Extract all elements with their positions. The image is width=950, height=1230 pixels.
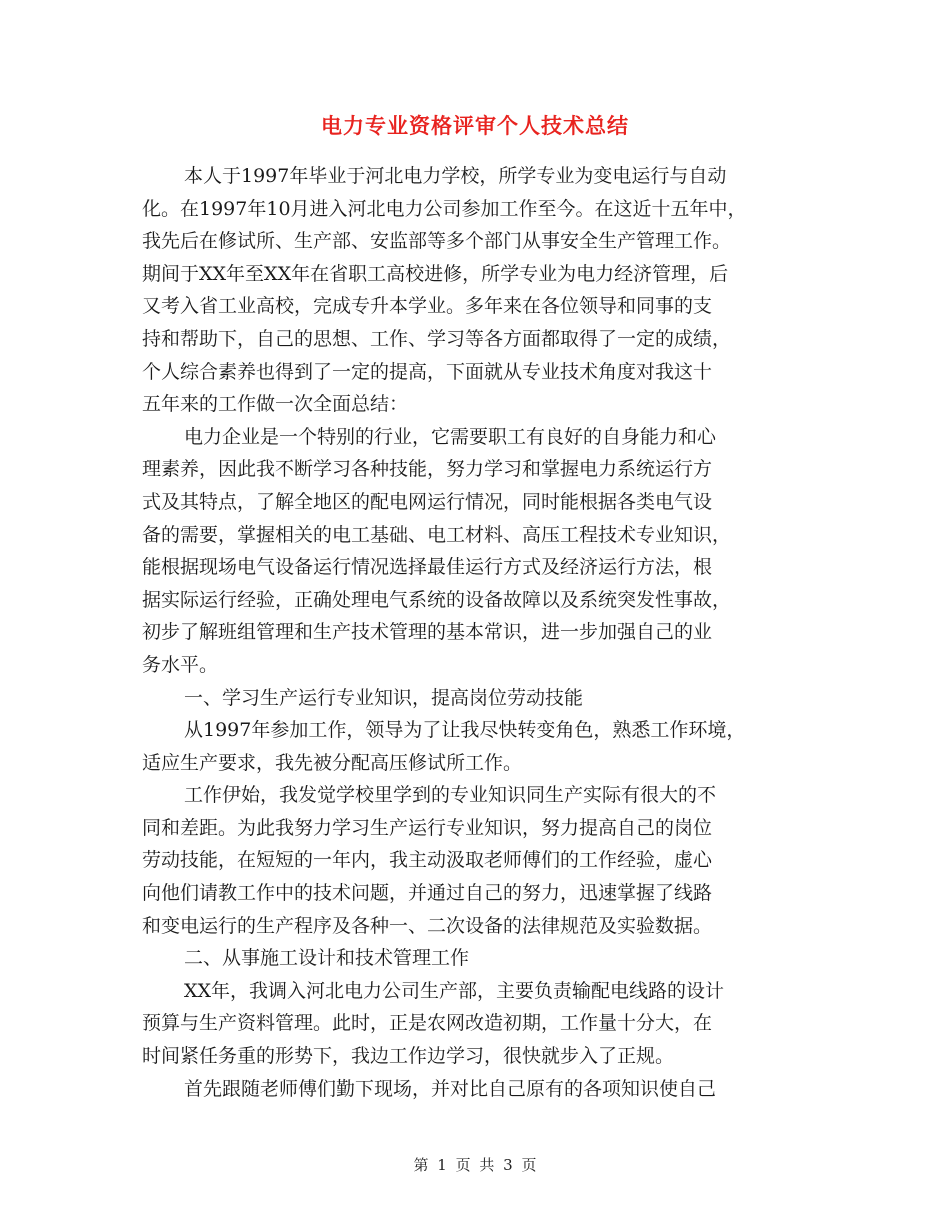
text-line: 时间紧任务重的形势下，我边工作边学习，很快就步入了正规。 bbox=[142, 1045, 675, 1068]
page-footer: 第 1 页 共 3 页 bbox=[413, 1156, 537, 1174]
text-line: 向他们请教工作中的技术问题，并通过自己的努力，迅速掌握了线路 bbox=[142, 882, 713, 905]
text-line: 预算与生产资料管理。此时，正是农网改造初期，工作量十分大，在 bbox=[142, 1012, 713, 1035]
text-line: 首先跟随老师傅们勤下现场，并对比自己原有的各项知识使自己 bbox=[184, 1077, 717, 1100]
text-line: 初步了解班组管理和生产技术管理的基本常识，进一步加强自己的业 bbox=[142, 621, 713, 644]
text-line: 和变电运行的生产程序及各种一、二次设备的法律规范及实验数据。 bbox=[142, 914, 713, 937]
text-line: 又考入省工业高校，完成专升本学业。多年来在各位领导和同事的支 bbox=[142, 295, 713, 318]
text-line: 电力企业是一个特别的行业，它需要职工有良好的自身能力和心 bbox=[184, 425, 717, 448]
text-line: XX年，我调入河北电力公司生产部，主要负责输配电线路的设计 bbox=[184, 979, 725, 1002]
text-line: 期间于XX年至XX年在省职工高校进修，所学专业为电力经济管理，后 bbox=[142, 262, 729, 285]
document-title: 电力专业资格评审个人技术总结 bbox=[321, 113, 629, 138]
text-line: 据实际运行经验，正确处理电气系统的设备故障以及系统突发性事故， bbox=[142, 588, 732, 611]
text-line: 同和差距。为此我努力学习生产运行专业知识，努力提高自己的岗位 bbox=[142, 816, 713, 839]
text-line: 式及其特点，了解全地区的配电网运行情况，同时能根据各类电气设 bbox=[142, 490, 713, 513]
text-line: 适应生产要求，我先被分配高压修试所工作。 bbox=[142, 751, 523, 774]
text-line: 务水平。 bbox=[142, 653, 219, 676]
text-line: 工作伊始，我发觉学校里学到的专业知识同生产实际有很大的不 bbox=[184, 784, 717, 807]
text-line: 化。在1997年10月进入河北电力公司参加工作至今。在这近十五年中， bbox=[142, 197, 747, 220]
text-line: 本人于1997年毕业于河北电力学校，所学专业为变电运行与自动 bbox=[184, 165, 727, 187]
text-line: 我先后在修试所、生产部、安监部等多个部门从事安全生产管理工作。 bbox=[142, 230, 732, 253]
text-line: 能根据现场电气设备运行情况选择最佳运行方式及经济运行方法，根 bbox=[142, 556, 713, 579]
text-line: 从1997年参加工作，领导为了让我尽快转变角色，熟悉工作环境， bbox=[184, 719, 746, 742]
text-line: 一、学习生产运行专业知识，提高岗位劳动技能 bbox=[184, 686, 584, 709]
text-line: 劳动技能，在短短的一年内，我主动汲取老师傅们的工作经验，虚心 bbox=[142, 849, 713, 872]
text-line: 理素养，因此我不断学习各种技能，努力学习和掌握电力系统运行方 bbox=[142, 458, 713, 481]
text-line: 二、从事施工设计和技术管理工作 bbox=[184, 947, 470, 970]
text-line: 五年来的工作做一次全面总结： bbox=[142, 393, 409, 416]
text-line: 持和帮助下，自己的思想、工作、学习等各方面都取得了一定的成绩， bbox=[142, 327, 732, 350]
text-line: 备的需要，掌握相关的电工基础、电工材料、高压工程技术专业知识， bbox=[142, 523, 732, 546]
document-body bbox=[142, 160, 812, 1105]
text-line: 个人综合素养也得到了一定的提高，下面就从专业技术角度对我这十 bbox=[142, 360, 713, 383]
